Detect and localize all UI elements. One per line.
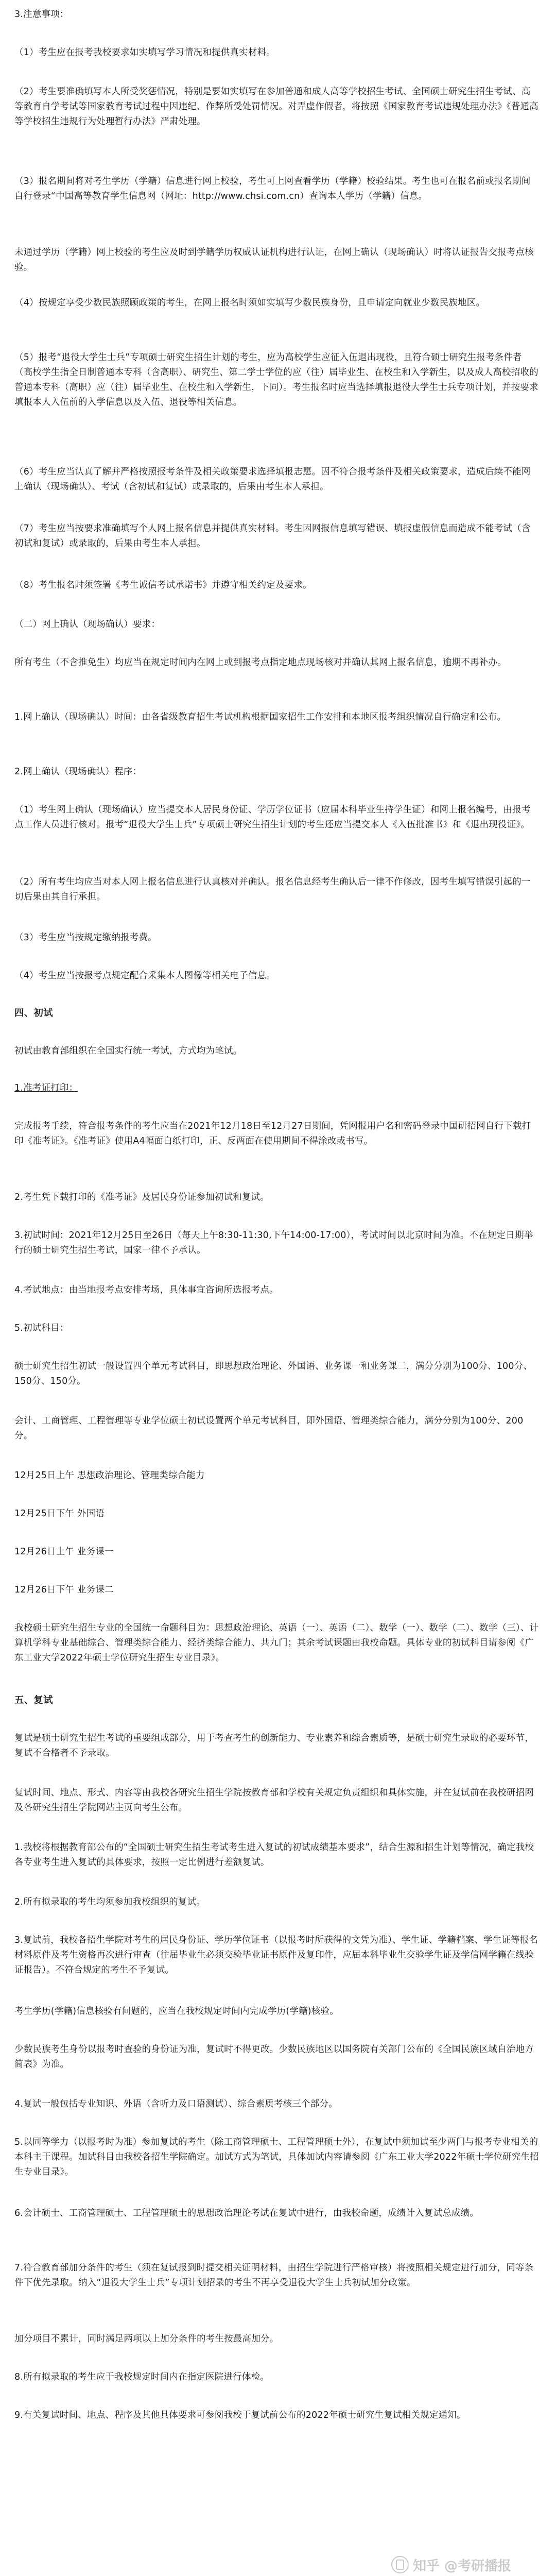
paragraph: 5.初试科目：	[14, 1323, 69, 1333]
paragraph: 少数民族考生身份以报考时查验的身份证为准，复试时不得更改。少数民族地区以国务院有关部门公布的《全国民族区域自治地方简表》为准。	[14, 2044, 534, 2070]
paragraph: 1.网上确认（现场确认）时间：由各省级教育招生考试机构根据国家招生工作安排和本地区报考组织情况自行确定和公布。	[14, 712, 507, 722]
paragraph: 4.考试地点：由当地报考点安排考场，具体事宜咨询所选报考点。	[14, 1285, 279, 1295]
paragraph: 8.所有拟录取的考生应于我校规定时间内在指定医院进行体检。	[14, 2372, 269, 2382]
paragraph: 未通过学历（学籍）网上校验的考生应及时到学籍学历权威认证机构进行认证，在网上确认（现场确认）时将认证报告交报考点核验。	[14, 247, 534, 273]
paragraph: 会计、工商管理、工程管理等专业学位硕士初试设置两个单元考试科目，即外国语、管理类综合能力，满分分别为100分、200分。	[14, 1416, 524, 1441]
paragraph: 我校硕士研究生招生专业的全国统一命题科目为：思想政治理论、英语（一）、英语（二）、数学（一）、数学（二）、数学（三）、计算机学科专业基础综合、管理类综合能力、经济类综合能力、共九门；其余考试课题由我校命题。具体专业的初试科目请参阅《广东工业大学2022年硕士学位研究生招生专业目录》。	[14, 1623, 539, 1663]
paragraph: （4）按规定享受少数民族照顾政策的考生，在网上报名时须如实填写少数民族身份，且申请定向就业少数民族地区。	[14, 298, 485, 308]
paragraph: （7）考生应当按要求准确填写个人网上报名信息并提供真实材料。考生因网报信息填写错误、填报虚假信息而造成不能考试（含初试和复试）或录取的，后果由考生本人承担。	[14, 523, 531, 549]
paragraph: （3）报名期间将对考生学历（学籍）信息进行网上校验，考生可上网查看学历（学籍）校验结果。考生也可在报名前或报名期间自行登录“中国高等教育学生信息网（网址：http://www.chsi.com.cn）查询本人学历（学籍）信息。	[14, 176, 531, 201]
paragraph: （1）考生网上确认（现场确认）应当提交本人居民身份证、学历学位证书（应届本科毕业生持学生证）和网上报名编号，由报考点工作人员进行核对。报考“退役大学生士兵”专项硕士研究生招生计划的考生还应当提交本人《入伍批准书》和《退出现役证》。	[14, 805, 531, 830]
paragraph: （6）考生应当认真了解并严格按照报考条件及相关政策要求选择填报志愿。因不符合报考条件及相关政策要求，造成后续不能网上确认（现场确认）、考试（含初试和复试）或录取的，后果由考生本人承担。	[14, 467, 531, 492]
schedule-item: 12月26日上午 业务课一	[14, 1547, 114, 1557]
paragraph: 所有考生（不含推免生）均应当在规定时间内在网上或到报考点指定地点现场核对并确认其网上报名信息，逾期不再补办。	[14, 657, 507, 668]
paragraph: 复试是硕士研究生招生考试的重要组成部分，用于考查考生的创新能力、专业素养和综合素质等，是硕士研究生录取的必要环节，复试不合格者不予录取。	[14, 1733, 534, 1758]
paragraph: （5）报考“退役大学生士兵”专项硕士研究生招生计划的考生，应为高校学生应征入伍退出现役，且符合硕士研究生报考条件者（高校学生指全日制普通本专科（含高职）、研究生、第二学士学位的应（往）届毕业生、在校生和入学新生，以及成人高校招收的普通本专科（高职）应（往）届毕业生、在校生和入学新生，下同）。考生报名时应当选择填报退役大学生士兵专项计划，并按要求填报本人入伍前的入学信息以及入伍、退役等相关信息。	[14, 352, 538, 408]
watermark	[391, 2555, 546, 2574]
zhihu-logo-icon	[391, 2556, 409, 2573]
paragraph: 2.考生凭下载打印的《准考证》及居民身份证参加初试和复试。	[14, 1192, 269, 1202]
paragraph-notice-heading: 3.注意事项：	[14, 9, 69, 20]
paragraph: 完成报考手续，符合报考条件的考生应当在2021年12月18日至12月27日期间，凭网报用户名和密码登录中国研招网自行下载打印《准考证》。《准考证》使用A4幅面白纸打印，正、反两面在使用期间不得涂改或书写。	[14, 1121, 531, 1146]
schedule-item: 12月25日下午 外国语	[14, 1509, 105, 1519]
schedule-item: 12月25日上午 思想政治理论、管理类综合能力	[14, 1470, 205, 1481]
subsection-heading: （二）网上确认（现场确认）要求：	[14, 619, 161, 630]
paragraph: 3.复试前，我校各招生学院对考生的居民身份证、学历学位证书（以报考时所获得的文凭为准）、学生证、学籍档案、学生证等报名材料原件及考生资格再次进行审查（往届毕业生必须交验毕业证书原件及复印件，应届本科毕业生交验学生证及学信网学籍在线验证报告）。不符合规定的考生不予复试。	[14, 1935, 538, 1975]
paragraph: 5.以同等学力（以报考时为准）参加复试的考生（除工商管理硕士、工程管理硕士外），在复试中须加试至少两门与报考专业相关的本科主干课程。加试科目由我校各招生学院确定。加试方式为笔试，具体加试内容请参阅《广东工业大学2022年硕士学位研究生招生专业目录》。	[14, 2137, 539, 2177]
paragraph: （8）考生报名时须签署《考生诚信考试承诺书》并遵守相关约定及要求。	[14, 580, 312, 590]
paragraph: 1.我校将根据教育部公布的“全国硕士研究生招生考试考生进入复试的初试成绩基本要求”，结合生源和招生计划等情况，确定我校各专业考生进入复试的具体要求，按照一定比例进行差额复试。	[14, 1842, 534, 1868]
paragraph: 初试由教育部组织在全国实行统一考试，方式均为笔试。	[14, 1046, 242, 1056]
paragraph: 硕士研究生招生初试一般设置四个单元考试科目，即思想政治理论、外国语、业务课一和业务课二，满分分别为100分、100分、150分、150分。	[14, 1361, 533, 1386]
paragraph: 3.初试时间：2021年12月25日至26日（每天上午8:30-11:30,下午14:00-17:00），考试时间以北京时间为准。不在规定日期举行的硕士研究生招生考试，国家一律不予承认。	[14, 1230, 533, 1256]
paragraph: 2.所有拟录取的考生均须参加我校组织的复试。	[14, 1897, 206, 1907]
schedule-item: 12月26日下午 业务课二	[14, 1585, 114, 1595]
paragraph: 4.复试一般包括专业知识、外语（含听力及口语测试）、综合素质考核三个部分。	[14, 2099, 338, 2109]
paragraph: （2）所有考生均应当对本人网上报名信息进行认真核对并确认。报名信息经考生确认后一律不作修改，因考生填写错误引起的一切后果由其自行承担。	[14, 877, 531, 902]
paragraph: （1）考生应在报考我校要求如实填写学习情况和提供真实材料。	[14, 47, 275, 58]
paragraph: （2）考生要准确填写本人所受奖惩情况，特别是要如实填写在参加普通和成人高等学校招生考试、全国硕士研究生招生考试、高等教育自学考试等国家教育考试过程中因违纪、作弊所受处罚情况。对弄虚作假者，将按照《国家教育考试违规处理办法》《普通高等学校招生违规行为处理暂行办法》严肃处理。	[14, 87, 538, 127]
paragraph: 6.会计硕士、工商管理硕士、工程管理硕士的思想政治理论考试在复试中进行，由我校命题，成绩计入复试总成绩。	[14, 2208, 479, 2218]
subheading-admission-ticket: 1.准考证打印：	[14, 1083, 78, 1093]
paragraph: 2.网上确认（现场确认）程序：	[14, 767, 142, 777]
paragraph: （4）考生应当按报考点规定配合采集本人图像等相关电子信息。	[14, 971, 275, 981]
watermark-text: 知乎 @考研播报	[413, 2558, 512, 2574]
section-heading-initial-exam: 四、初试	[14, 1008, 53, 1019]
paragraph: （3）考生应当按规定缴纳报考费。	[14, 933, 157, 943]
paragraph: 考生学历(学籍)信息核验有问题的，应当在我校规定时间内完成学历(学籍)核验。	[14, 2006, 339, 2016]
paragraph: 复试时间、地点、形式、内容等由我校各研究生招生学院按教育部和学校有关规定负责组织和具体实施，并在复试前在我校研招网及各研究生招生学院网站主页向考生公布。	[14, 1788, 534, 1813]
section-heading-retest: 五、复试	[14, 1695, 53, 1706]
paragraph: 9.有关复试时间、地点、程序及其他具体要求可参阅我校于复试前公布的2022年硕士研究生复试相关规定通知。	[14, 2410, 466, 2420]
paragraph: 7.符合教育部加分条件的考生（须在复试报到时提交相关证明材料，由招生学院进行严格审核）将按照相关规定进行加分，同等条件下优先录取。纳入“退役大学生士兵”专项计划招录的考生不再享受退役大学生士兵初试加分政策。	[14, 2263, 534, 2288]
paragraph: 加分项目不累计，同时满足两项以上加分条件的考生按最高加分。	[14, 2334, 279, 2344]
